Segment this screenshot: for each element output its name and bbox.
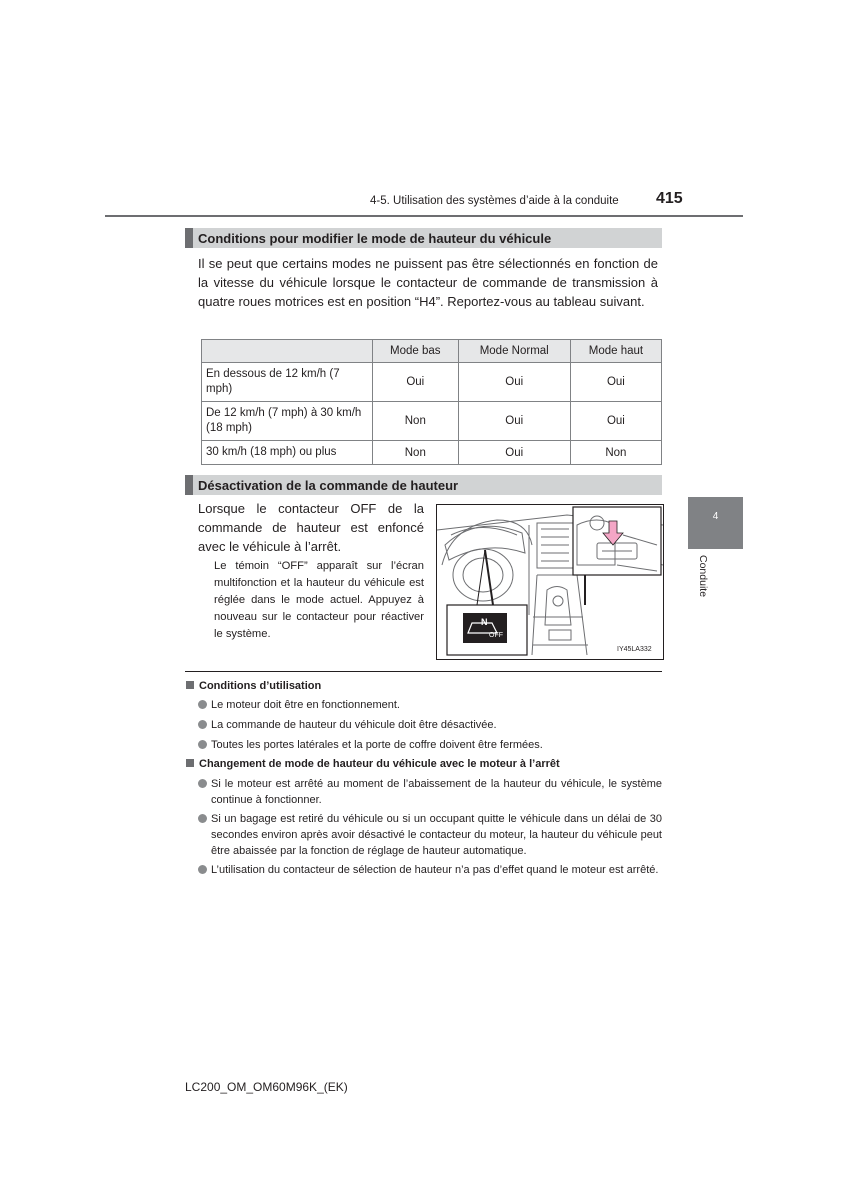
note-heading-text: Changement de mode de hauteur du véhicule avec le moteur à l’arrêt [199,758,560,770]
table-cell: Oui [458,363,570,402]
heading-marker [185,228,193,248]
table-row-label: 30 km/h (18 mph) ou plus [202,441,373,465]
chapter-number: 4 [712,511,719,522]
note-heading-text: Conditions d’utilisation [199,680,322,692]
list-item [198,737,662,753]
list-item-text: L’utilisation du contacteur de sélection de hauteur n’a pas d’effet quand le moteur est arrêté. [211,864,659,876]
chapter-section-title: 4-5. Utilisation des systèmes d’aide à la conduite [370,195,619,207]
note-heading-engine-stopped [186,758,560,770]
page-number: 415 [656,190,683,207]
table-row [202,363,662,402]
table-header-row [202,340,662,363]
heading-marker [185,475,193,495]
table-row [202,402,662,441]
square-bullet-icon [186,681,194,689]
dashboard-drawing [437,505,663,659]
dashboard-illustration [436,504,664,660]
list-item-text: Le moteur doit être en fonctionnement. [211,699,400,711]
table-cell: Oui [458,402,570,441]
circle-bullet-icon [198,740,207,749]
table-cell: Oui [570,363,661,402]
circle-bullet-icon [198,720,207,729]
section-heading-text: Désactivation de la commande de hauteur [198,478,459,493]
table-row [202,441,662,465]
document-code: LC200_OM_OM60M96K_(EK) [185,1080,348,1094]
table-header-cell: Mode bas [373,340,459,363]
section-heading-text: Conditions pour modifier le mode de hauteur du véhicule [198,231,552,246]
note-heading-operating-conditions [186,680,321,692]
illustration-code: IY45LA332 [617,646,652,653]
table-header-cell: Mode haut [570,340,661,363]
circle-bullet-icon [198,814,207,823]
table-cell: Non [373,441,459,465]
table-header-cell [202,340,373,363]
table-cell: Oui [458,441,570,465]
list-item-text: Si un bagage est retiré du véhicule ou si un occupant quitte le véhicule dans un délai de 30 secondes environ après avoir désactivé le contacteur du moteur, la hauteur du véhicule peut être abaissée par la fonction de réglage de hauteur automatique. [211,813,662,857]
table-cell: Oui [373,363,459,402]
circle-bullet-icon [198,779,207,788]
list-item [198,862,662,894]
section-heading-deactivation [185,475,662,495]
square-bullet-icon [186,759,194,767]
table-row-label: De 12 km/h (7 mph) à 30 km/h (18 mph) [202,402,373,441]
list-item [198,811,662,859]
table-header-cell: Mode Normal [458,340,570,363]
section-heading-conditions [185,228,662,248]
chapter-label: Conduite [697,555,709,598]
list-item-text: Toutes les portes latérales et la porte de coffre doivent être fermées. [211,739,543,751]
table-cell: Oui [570,402,661,441]
list-item-text: La commande de hauteur du véhicule doit être désactivée. [211,719,497,731]
list-item [198,776,662,808]
header-divider [105,215,743,217]
speed-mode-table [201,339,662,465]
table-cell: Non [570,441,661,465]
indicator-letter: N [481,617,488,627]
off-indicator-label: OFF [489,632,503,639]
chapter-tab [688,497,743,549]
section-body-text: Il se peut que certains modes ne puissent pas être sélectionnés en fonction de la vitesse du véhicule lorsque le contacteur de commande de transmission à quatre roues motrices est en position “H4”. Reportez-vous au tableau suivant. [198,256,658,309]
table-row-label: En dessous de 12 km/h (7 mph) [202,363,373,402]
notes-divider [185,671,662,672]
circle-bullet-icon [198,865,207,874]
list-item [198,697,662,713]
circle-bullet-icon [198,700,207,709]
list-item [198,717,662,733]
table-cell: Non [373,402,459,441]
deactivation-detail-text: Le témoin “OFF” apparaît sur l’écran multifonction et la hauteur du véhicule est réglée dans le mode actuel. Appuyez à nouveau sur le contacteur pour réactiver le système. [214,560,424,640]
list-item-text: Si le moteur est arrêté au moment de l’abaissement de la hauteur du véhicule, le système continue à fonctionner. [211,778,662,806]
deactivation-body-text: Lorsque le contacteur OFF de la commande de hauteur est enfoncé avec le véhicule à l’arrêt. [198,501,424,554]
